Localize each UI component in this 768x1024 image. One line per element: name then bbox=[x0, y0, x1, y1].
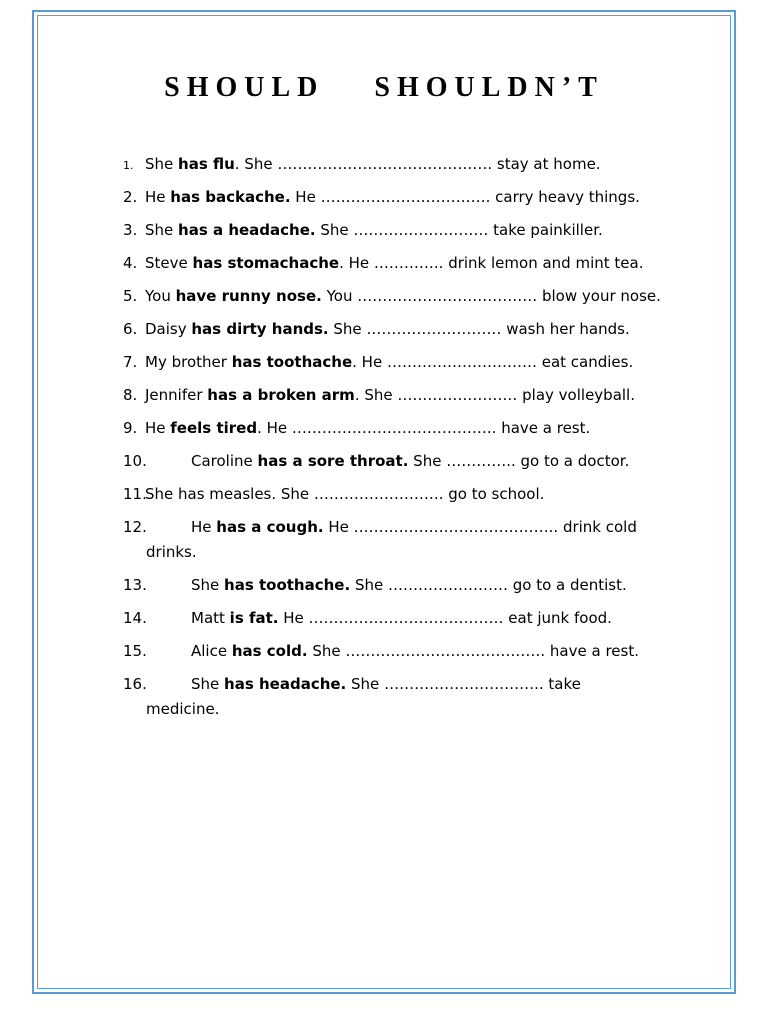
item-subject: He bbox=[191, 518, 217, 536]
item-blank: ……………………………… bbox=[357, 287, 538, 305]
item-subject: Steve bbox=[145, 254, 193, 272]
item-advice: eat candies. bbox=[536, 353, 634, 371]
item-number: 7. bbox=[123, 353, 138, 371]
item-blank: ………………………….. bbox=[384, 675, 544, 693]
title-shouldnt: SHOULDN’T bbox=[374, 72, 604, 103]
exercise-item-5 bbox=[123, 282, 683, 315]
item-subject: Matt bbox=[191, 609, 230, 627]
item-advice: take bbox=[543, 675, 581, 693]
exercise-item-8 bbox=[123, 381, 683, 414]
item-subject: Alice bbox=[191, 642, 232, 660]
item-number: 13. bbox=[123, 576, 147, 594]
item-advice: carry heavy things. bbox=[490, 188, 640, 206]
exercise-item-10 bbox=[123, 447, 683, 480]
item-middle: She bbox=[307, 642, 346, 660]
item-subject: Daisy bbox=[145, 320, 192, 338]
item-condition: has cold. bbox=[231, 642, 308, 660]
item-number: 10. bbox=[123, 452, 147, 470]
exercise-item-14 bbox=[123, 604, 683, 637]
item-middle: He bbox=[278, 609, 309, 627]
item-number: 2. bbox=[123, 188, 138, 206]
item-subject: My brother bbox=[145, 353, 232, 371]
exercise-item-1 bbox=[123, 150, 683, 183]
item-condition: has a cough. bbox=[216, 518, 324, 536]
item-condition: has backache. bbox=[170, 188, 291, 206]
item-blank: …………………………………. bbox=[345, 642, 546, 660]
exercise-item-9 bbox=[123, 414, 683, 447]
item-advice: wash her hands. bbox=[501, 320, 630, 338]
item-blank: ……………………………………. bbox=[277, 155, 493, 173]
item-blank: ………….. bbox=[373, 254, 444, 272]
item-advice: stay at home. bbox=[492, 155, 601, 173]
item-middle: He bbox=[290, 188, 321, 206]
item-subject: He bbox=[145, 419, 171, 437]
item-condition: is fat. bbox=[229, 609, 279, 627]
item-middle: She bbox=[346, 675, 385, 693]
item-middle: She bbox=[328, 320, 367, 338]
item-middle: . He bbox=[352, 353, 387, 371]
item-subject: You bbox=[145, 287, 176, 305]
item-blank: ……………………………. bbox=[320, 188, 491, 206]
item-continuation: drinks. bbox=[146, 543, 197, 561]
item-number: 15. bbox=[123, 642, 147, 660]
worksheet-title bbox=[0, 72, 768, 104]
item-middle: . She bbox=[354, 386, 398, 404]
exercise-item-3 bbox=[123, 216, 683, 249]
item-condition: has a broken arm bbox=[207, 386, 355, 404]
item-number: 8. bbox=[123, 386, 138, 404]
item-blank: ………………………………….. bbox=[291, 419, 497, 437]
exercise-item-7 bbox=[123, 348, 683, 381]
item-condition: has flu bbox=[178, 155, 235, 173]
item-blank: ………………………………….. bbox=[353, 518, 559, 536]
item-condition: has stomachache bbox=[192, 254, 340, 272]
item-number: 3. bbox=[123, 221, 138, 239]
item-subject: Caroline bbox=[191, 452, 258, 470]
item-advice: play volleyball. bbox=[517, 386, 635, 404]
item-advice: eat junk food. bbox=[503, 609, 612, 627]
item-subject: She bbox=[191, 675, 225, 693]
item-number: 9. bbox=[123, 419, 138, 437]
exercise-item-11 bbox=[123, 480, 683, 513]
item-middle: . She bbox=[234, 155, 278, 173]
item-subject: He bbox=[145, 188, 171, 206]
item-middle: She bbox=[408, 452, 447, 470]
item-number: 12. bbox=[123, 518, 147, 536]
title-should: SHOULD bbox=[164, 72, 325, 103]
item-number: 11. bbox=[123, 485, 147, 503]
item-condition: have runny nose. bbox=[175, 287, 322, 305]
item-middle: . He bbox=[339, 254, 374, 272]
item-subject: She bbox=[145, 221, 179, 239]
item-advice: go to a dentist. bbox=[507, 576, 627, 594]
item-continuation: medicine. bbox=[146, 700, 220, 718]
item-advice: take painkiller. bbox=[488, 221, 603, 239]
item-sentence: She has measles. She …………………….. go to school. bbox=[145, 485, 545, 503]
item-advice: have a rest. bbox=[545, 642, 639, 660]
item-blank: ……………………… bbox=[353, 221, 489, 239]
item-number: 4. bbox=[123, 254, 138, 272]
item-blank: …………………… bbox=[397, 386, 518, 404]
item-middle: She bbox=[350, 576, 388, 594]
item-blank: …………………… bbox=[387, 576, 508, 594]
item-middle: He bbox=[323, 518, 354, 536]
item-middle: She bbox=[315, 221, 354, 239]
item-number: 1. bbox=[123, 159, 134, 172]
exercise-item-16 bbox=[123, 670, 683, 728]
item-advice: drink cold bbox=[558, 518, 637, 536]
exercise-item-4 bbox=[123, 249, 683, 282]
item-advice: blow your nose. bbox=[537, 287, 661, 305]
item-condition: has a headache. bbox=[178, 221, 316, 239]
exercise-item-13 bbox=[123, 571, 683, 604]
item-blank: ………………………………… bbox=[308, 609, 504, 627]
item-blank: ………….. bbox=[446, 452, 516, 470]
exercise-item-15 bbox=[123, 637, 683, 670]
item-condition: has headache. bbox=[224, 675, 347, 693]
item-blank: ……………………… bbox=[366, 320, 502, 338]
item-number: 6. bbox=[123, 320, 138, 338]
item-subject: Jennifer bbox=[145, 386, 208, 404]
item-condition: has a sore throat. bbox=[257, 452, 409, 470]
item-advice: drink lemon and mint tea. bbox=[443, 254, 644, 272]
exercise-item-6 bbox=[123, 315, 683, 348]
item-middle: . He bbox=[257, 419, 292, 437]
item-middle: You bbox=[321, 287, 358, 305]
item-condition: has toothache. bbox=[224, 576, 351, 594]
item-number: 16. bbox=[123, 675, 147, 693]
item-advice: go to a doctor. bbox=[515, 452, 630, 470]
exercise-list bbox=[123, 150, 683, 728]
item-number: 14. bbox=[123, 609, 147, 627]
item-subject: She bbox=[145, 155, 179, 173]
item-subject: She bbox=[191, 576, 225, 594]
item-condition: has dirty hands. bbox=[191, 320, 329, 338]
exercise-item-12 bbox=[123, 513, 683, 571]
item-condition: has toothache bbox=[231, 353, 353, 371]
item-number: 5. bbox=[123, 287, 138, 305]
exercise-item-2 bbox=[123, 183, 683, 216]
item-condition: feels tired bbox=[170, 419, 258, 437]
item-advice: have a rest. bbox=[496, 419, 591, 437]
item-blank: ………………………… bbox=[386, 353, 537, 371]
